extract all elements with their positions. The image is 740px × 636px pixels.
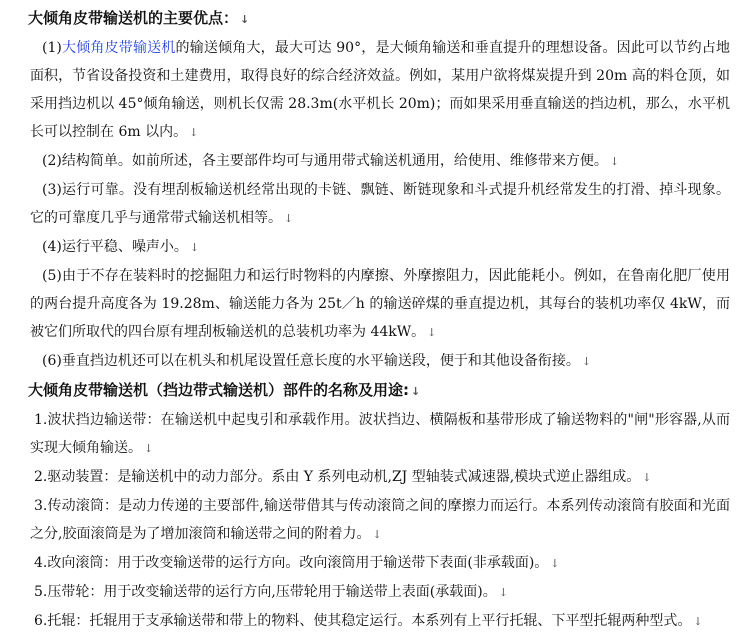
advantage-paragraph-4: (4)运行平稳、噪声小。 ↓ <box>42 239 200 255</box>
paragraph-mark: ↓ <box>372 528 382 541</box>
advantage-paragraph-1: (1)大倾角皮带输送机的输送倾角大，最大可达 90°，是大倾角输送和垂直提升的理想设备。因此可以节约占地面积，节省设备投资和土建费用，取得良好的综合经济效益。例如，某用户欲将煤炭提升到 20m 高的料仓顶，如采用挡边机以 45°倾角输送，则机长仅需 28.3m(水平机长 20m)；而如果采用垂直输送的挡边机，那么，水平机长可以控制在 6m 以内。 ↓ <box>30 40 730 140</box>
paragraph-mark: ↓ <box>581 355 592 368</box>
paragraph-mark: ↓ <box>144 442 154 455</box>
paragraph-mark: ↓ <box>427 326 437 339</box>
section-title-advantages: 大倾角皮带输送机的主要优点： ↓ <box>28 9 250 27</box>
section-title-parts: 大倾角皮带输送机（挡边带式输送机）部件的名称及用途: ↓ <box>28 381 421 399</box>
advantage-paragraph-6: (6)垂直挡边机还可以在机头和机尾设置任意长度的水平输送段，便于和其他设备衔接。 ↓ <box>42 353 592 369</box>
paragraph-mark: ↓ <box>189 241 200 254</box>
advantage-paragraph-5: (5)由于不存在装料时的挖掘阻力和运行时物料的内摩擦、外摩擦阻力，因此能耗小。例如，在鲁南化肥厂使用的两台提升高度各为 19.28m、输送能力各为 25t／h 的输送碎煤的垂直提边机，其每台的装机功率仅 4kW，而被它们所取代的四台原有埋刮板输送机的总装机功率为 44kW。 ↓ <box>30 268 730 340</box>
paragraph-mark: ↓ <box>642 471 652 484</box>
list-item: 1.波状挡边输送带：在输送机中起曳引和承载作用。波状挡边、横隔板和基带形成了输送物料的"闸"形容器,从而实现大倾角输送。 ↓ <box>30 412 730 456</box>
paragraph-mark: ↓ <box>411 385 421 398</box>
advantage-paragraph-2: (2)结构简单。如前所述，各主要部件均可与通用带式输送机通用，给使用、维修带来方便。 ↓ <box>42 153 620 169</box>
product-link[interactable]: 大倾角皮带输送机 <box>61 40 176 56</box>
paragraph-mark: ↓ <box>284 212 294 225</box>
list-item: 3.传动滚筒：是动力传递的主要部件,输送带借其与传动滚筒之间的摩擦力而运行。本系列传动滚筒有胶面和光面之分,胶面滚筒是为了增加滚筒和输送带之间的附着力。 ↓ <box>30 498 730 542</box>
list-item: 6.托辊：托辊用于支承输送带和带上的物料、使其稳定运行。本系列有上平行托辊、下平型托辊两种型式。 ↓ <box>34 613 703 629</box>
paragraph-mark: ↓ <box>693 615 703 628</box>
paragraph-mark: ↓ <box>189 126 199 139</box>
paragraph-mark: ↓ <box>498 586 508 599</box>
list-item: 4.改向滚筒：用于改变输送带的运行方向。改向滚筒用于输送带下表面(非承载面)。 ↓ <box>34 555 560 571</box>
parts-list <box>30 406 730 636</box>
advantage-paragraph-3: (3)运行可靠。没有埋刮板输送机经常出现的卡链、飘链、断链现象和斗式提升机经常发生的打滑、掉斗现象。它的可靠度几乎与通常带式输送机相等。 ↓ <box>30 182 730 226</box>
list-item: 5.压带轮：用于改变输送带的运行方向,压带轮用于输送带上表面(承载面)。 ↓ <box>34 584 508 600</box>
paragraph-mark: ↓ <box>609 155 620 168</box>
paragraph-mark: ↓ <box>240 13 250 26</box>
paragraph-mark: ↓ <box>550 557 560 570</box>
list-item: 2.驱动装置：是输送机中的动力部分。系由 Y 系列电动机,ZJ 型轴装式减速器,模块式逆止器组成。 ↓ <box>34 469 652 485</box>
